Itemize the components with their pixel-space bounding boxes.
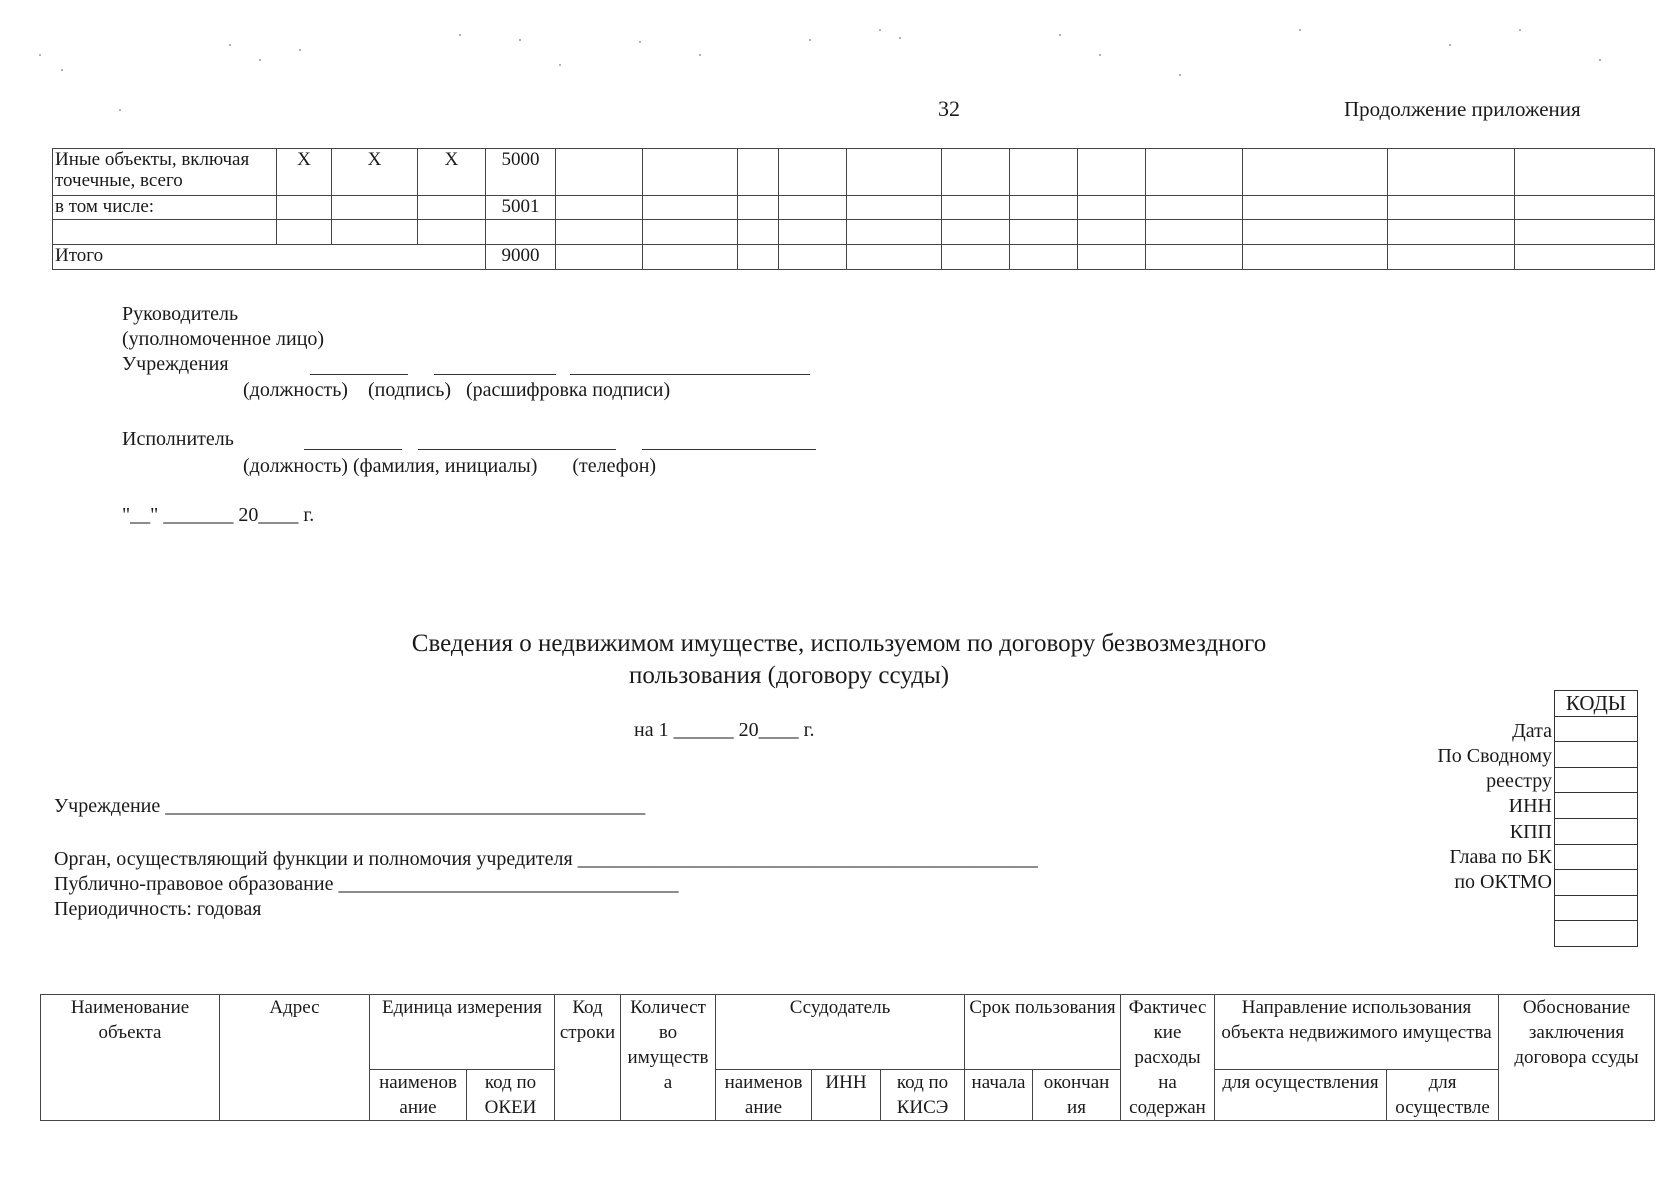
col-direction-a: для осуществления (1215, 1069, 1387, 1120)
col-actual-costs: Фактичес кие расходы на содержан (1121, 995, 1215, 1121)
cell-x: X (418, 149, 486, 196)
col-direction-b: для осуществле (1387, 1069, 1499, 1120)
codes-box (1554, 690, 1638, 947)
row-name: в том числе: (53, 196, 277, 220)
executor-label: Исполнитель (122, 428, 234, 450)
page-number: 32 (938, 96, 960, 121)
code-label-inn: ИНН (1508, 795, 1552, 817)
line-code: 5001 (486, 196, 556, 220)
col-quantity: Количест во имуществ а (621, 995, 716, 1121)
col-lender: Ссудодатель (716, 995, 965, 1070)
code-label-register-2: реестру (1486, 770, 1552, 792)
total-label: Итого (53, 245, 486, 270)
head-title-1: Руководитель (122, 303, 239, 325)
col-line-code: Код строки (555, 995, 621, 1121)
name-line (570, 374, 810, 375)
total-code: 9000 (486, 245, 556, 270)
line-code: 5000 (486, 149, 556, 196)
table-row (53, 220, 1655, 245)
col-lender-kise: код по КИСЭ (881, 1069, 965, 1120)
codes-header: КОДЫ (1555, 691, 1638, 717)
code-label-bk: Глава по БК (1449, 846, 1552, 868)
form-title-1: Сведения о недвижимом имуществе, используемом по договору безвозмездного (411, 630, 1267, 657)
col-address: Адрес (220, 995, 370, 1121)
code-label-oktmo: по ОКТМО (1454, 871, 1552, 893)
col-basis: Обоснование заключения договора ссуды (1499, 995, 1655, 1121)
position-line (304, 449, 402, 450)
public-entity-field: Публично-правовое образование __________________________________ (54, 873, 679, 895)
table-row (53, 196, 1655, 220)
table-row (53, 149, 1655, 196)
top-table (52, 148, 1655, 270)
founder-field: Орган, осуществляющий функции и полномочия учредителя ______________________________________________ (54, 848, 1038, 870)
col-term-end: окончан ия (1033, 1069, 1121, 1120)
periodicity: Периодичность: годовая (54, 898, 262, 920)
col-lender-name: наименов ание (716, 1069, 812, 1120)
col-name: Наименование объекта (41, 995, 220, 1121)
code-label-date: Дата (1512, 720, 1552, 742)
cell-x: X (277, 149, 332, 196)
head-title-3: Учреждения (122, 353, 229, 375)
col-unit: Единица измерения (370, 995, 555, 1070)
cell-x: X (332, 149, 418, 196)
col-direction: Направление использования объекта недвижимого имущества (1215, 995, 1499, 1070)
phone-line (642, 449, 816, 450)
col-unit-okei: код по ОКЕИ (467, 1069, 555, 1120)
code-label-register-1: По Сводному (1437, 745, 1552, 767)
signature-line (434, 374, 556, 375)
date-line: "__" _______ 20____ г. (122, 504, 315, 526)
institution-field: Учреждение ________________________________________________ (54, 795, 646, 817)
col-lender-inn: ИНН (812, 1069, 881, 1120)
col-term-start: начала (965, 1069, 1033, 1120)
code-label-kpp: КПП (1509, 821, 1552, 843)
table-row-total (53, 245, 1655, 270)
report-date: на 1 ______ 20____ г. (634, 719, 815, 741)
continuation-label: Продолжение приложения (1344, 97, 1581, 121)
position-line (310, 374, 408, 375)
col-unit-name: наименов ание (370, 1069, 467, 1120)
executor-hints: (должность) (фамилия, инициалы) (телефон) (243, 455, 657, 477)
form-title-2: пользования (договору ссуды) (628, 662, 950, 689)
head-title-2: (уполномоченное лицо) (122, 328, 325, 350)
property-table (40, 994, 1655, 1121)
row-name: Иные объекты, включая точечные, всего (53, 149, 277, 196)
head-hints: (должность) (подпись) (расшифровка подписи) (243, 379, 671, 401)
name-line (418, 449, 616, 450)
col-term: Срок пользования (965, 995, 1121, 1070)
